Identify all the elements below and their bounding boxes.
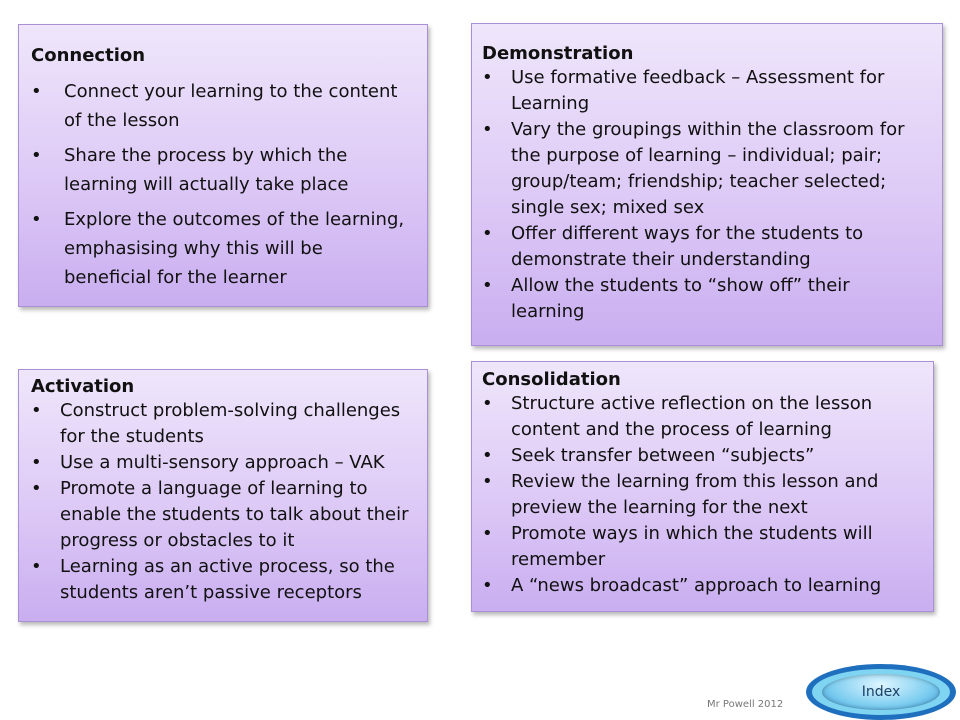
list-item: • Connect your learning to the content of the lesson xyxy=(31,77,411,135)
list-item: • Structure active reflection on the lesson content and the process of learning xyxy=(482,391,923,443)
list-item: • Share the process by which the learning will actually take place xyxy=(31,141,411,199)
list-item: • A “news broadcast” approach to learning xyxy=(482,573,923,599)
activation-box xyxy=(18,369,428,622)
index-button-label: Index xyxy=(861,684,901,700)
list-item: • Learning as an active process, so the students aren’t passive receptors xyxy=(31,554,415,606)
list-item: • Construct problem-solving challenges for the students xyxy=(31,398,415,450)
activation-title: Activation xyxy=(31,376,135,397)
author-credit: Mr Powell 2012 xyxy=(707,699,784,710)
list-item: • Explore the outcomes of the learning, emphasising why this will be beneficial for the learner xyxy=(31,205,411,292)
list-item: • Use formative feedback – Assessment for Learning xyxy=(482,65,928,117)
activation-list xyxy=(31,398,415,606)
list-item: • Vary the groupings within the classroom for the purpose of learning – individual; pair; group/team; friendship; teacher selected; single sex; mixed sex xyxy=(482,117,928,221)
demonstration-title: Demonstration xyxy=(482,43,634,64)
list-item: • Promote ways in which the students will remember xyxy=(482,521,923,573)
consolidation-list xyxy=(482,391,923,599)
connection-box xyxy=(18,24,428,307)
connection-list xyxy=(31,77,411,292)
list-item: • Promote a language of learning to enable the students to talk about their progress or obstacles to it xyxy=(31,476,415,554)
consolidation-title: Consolidation xyxy=(482,369,621,390)
index-button[interactable] xyxy=(806,664,960,720)
list-item: • Review the learning from this lesson and preview the learning for the next xyxy=(482,469,923,521)
demonstration-list xyxy=(482,65,928,325)
list-item: • Use a multi-sensory approach – VAK xyxy=(31,450,415,476)
connection-title: Connection xyxy=(31,45,146,66)
list-item: • Allow the students to “show off” their learning xyxy=(482,273,928,325)
consolidation-box xyxy=(471,361,934,612)
list-item: • Seek transfer between “subjects” xyxy=(482,443,923,469)
demonstration-box xyxy=(471,23,943,346)
list-item: • Offer different ways for the students to demonstrate their understanding xyxy=(482,221,928,273)
